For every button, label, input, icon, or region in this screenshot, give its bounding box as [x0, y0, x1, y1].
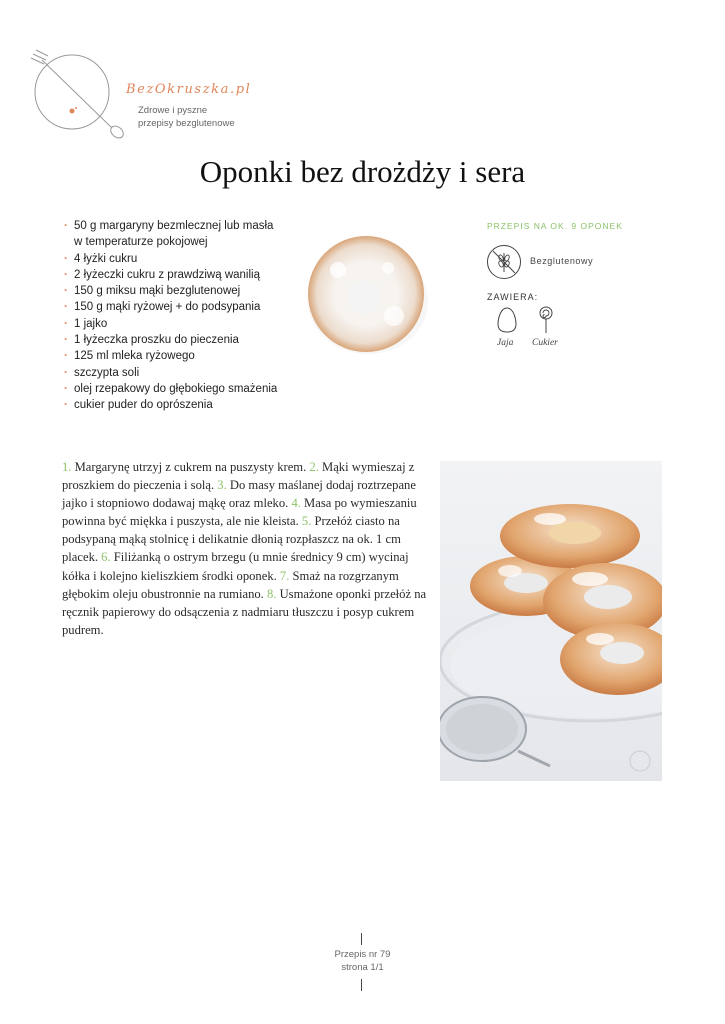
lollipop-icon: [536, 305, 556, 335]
step-number: 1.: [62, 460, 72, 474]
ingredient-item: · 50 g margaryny bezmlecznej lub masła: [64, 218, 314, 234]
allergen-eggs-label: Jaja: [497, 338, 514, 348]
footer-divider-top: [361, 933, 362, 945]
footer-divider-bottom: [361, 979, 362, 991]
step-text: Masa po wymieszaniu powinna być miękka i puszysta, ale nie kleista.: [62, 496, 417, 529]
ingredient-item-continued: w temperaturze pokojowej: [74, 236, 208, 249]
step-text: Margarynę utrzyj z cukrem na puszysty krem.: [71, 460, 310, 474]
step-text: Przełóż ciasto na podsypaną mąką stolnicę i delikatnie dłonią rozpłaszcz na ok. 1 cm placek.: [62, 514, 401, 565]
allergen-sugar-label: Cukier: [532, 338, 558, 348]
ingredient-item: · olej rzepakowy do głębokiego smażenia: [64, 381, 314, 397]
ingredient-item: · 125 ml mleka ryżowego: [64, 348, 314, 364]
step-text: Filiżanką o ostrym brzegu (u mnie średnicy 9 cm) wycinaj kółka i kolejno kieliszkiem środki oponek.: [62, 550, 409, 583]
ingredient-item: · szczypta soli: [64, 365, 314, 381]
ingredient-item: · 150 g miksu mąki bezglutenowej: [64, 283, 314, 299]
brand-name: BezOkruszka.pl: [126, 82, 252, 97]
step-number: 5.: [301, 514, 312, 529]
step-number: 4.: [291, 496, 301, 511]
ingredient-item: · cukier puder do oprószenia: [64, 397, 314, 413]
gluten-free-label: Bezglutenowy: [530, 256, 594, 266]
step-number: 2.: [309, 460, 319, 474]
gluten-free-icon: [486, 244, 522, 280]
recipe-title: Oponki bez drożdży i sera: [199, 154, 526, 189]
page-indicator: strona 1/1: [341, 962, 384, 973]
step-number: 3.: [217, 478, 227, 493]
ingredient-item: · 1 łyżeczka proszku do pieczenia: [64, 332, 314, 348]
tagline-line-1: Zdrowe i pyszne: [138, 105, 208, 116]
contains-heading: ZAWIERA:: [487, 292, 539, 302]
step-text: Do masy maślanej dodaj roztrzepane jajko i stopniowo dodawaj mąkę oraz mleko.: [62, 478, 416, 511]
recipe-steps: [62, 458, 432, 639]
ingredient-item: · 4 łyżki cukru: [64, 251, 314, 267]
recipe-number: Przepis nr 79: [334, 949, 391, 960]
ingredients-list: [64, 218, 314, 414]
step-text: Mąki wymieszaj z proszkiem do pieczenia i solą.: [62, 460, 415, 493]
ingredient-item: · 1 jajko: [64, 316, 314, 332]
tagline-line-2: przepisy bezglutenowe: [138, 117, 235, 129]
logo-icon: [24, 40, 134, 144]
step-text: Smaż na rozgrzanym głębokim oleju obustronnie na rumiano.: [62, 568, 399, 601]
donuts-on-cake-stand-photo: [440, 461, 662, 781]
ingredient-item: · 2 łyżeczki cukru z prawdziwą wanilią: [64, 267, 314, 283]
egg-icon: [496, 306, 518, 334]
step-number: 7.: [279, 568, 290, 583]
step-text: Usmażone oponki przełóż na ręcznik papierowy do odsączenia z nadmiaru tłuszczu i posyp cukrem pudrem.: [62, 586, 427, 637]
brand-tagline: [138, 105, 235, 130]
step-number: 6.: [101, 550, 111, 565]
servings-note: PRZEPIS NA OK. 9 OPONEK: [487, 221, 623, 231]
donut-photo: [298, 230, 438, 360]
ingredient-item: · 150 g mąki ryżowej + do podsypania: [64, 299, 314, 315]
step-number: 8.: [266, 586, 277, 601]
